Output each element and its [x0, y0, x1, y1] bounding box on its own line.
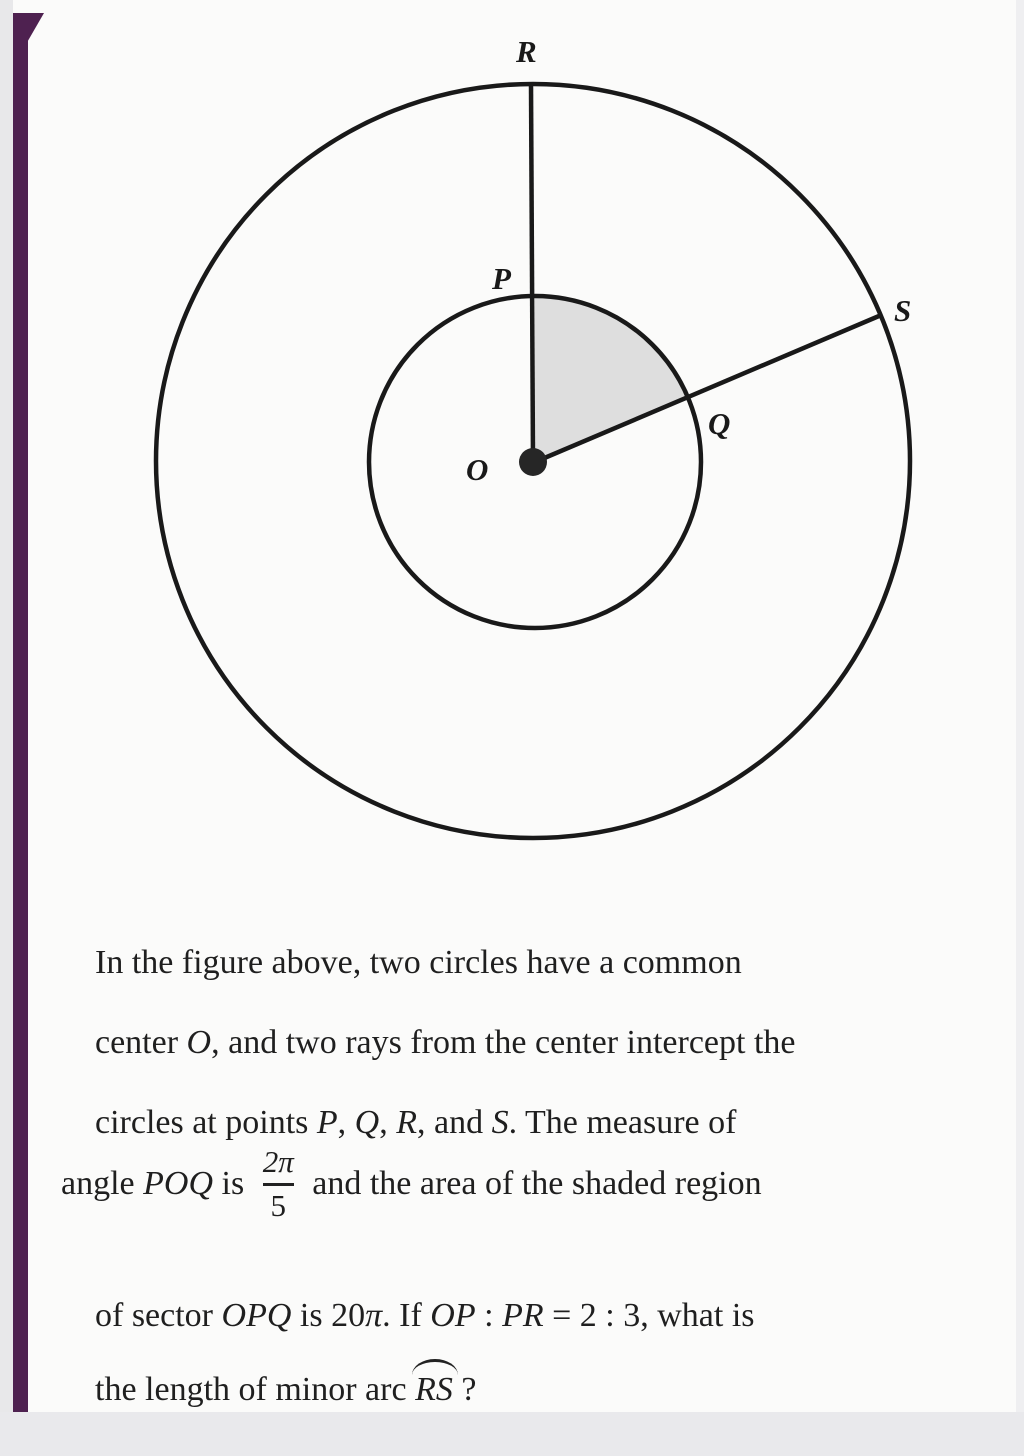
- math-var: POQ: [143, 1165, 214, 1202]
- text-run: is 20: [291, 1297, 366, 1334]
- label-s: S: [894, 293, 912, 328]
- text-run: angle: [61, 1165, 144, 1202]
- text-run: . The measure of: [508, 1104, 737, 1141]
- fraction-bar: [263, 1183, 294, 1186]
- label-o: O: [466, 452, 489, 487]
- arc-rs: RS: [415, 1368, 453, 1412]
- text-run: and the area of the shaded region: [303, 1165, 762, 1202]
- math-var: S: [491, 1104, 509, 1141]
- text-run: . If: [382, 1297, 431, 1334]
- label-q: Q: [708, 406, 731, 441]
- fraction-denominator: 5: [270, 1188, 286, 1223]
- math-var: Q: [354, 1104, 380, 1141]
- text-run: is: [213, 1165, 253, 1202]
- math-var: O: [186, 1024, 212, 1061]
- fraction-2pi-over-5: [263, 1144, 294, 1223]
- math-var: OP: [430, 1297, 476, 1334]
- text-run: of sector: [95, 1297, 222, 1334]
- text-run: , and two rays from the center intercept the: [211, 1024, 796, 1061]
- fraction-numerator: 2π: [262, 1144, 294, 1180]
- problem-line-6: [61, 1324, 476, 1456]
- label-r: R: [516, 34, 537, 69]
- text-run: ,: [337, 1104, 355, 1141]
- math-var: P: [316, 1104, 338, 1141]
- text-run: = 2 : 3, what is: [543, 1297, 755, 1334]
- math-var: PR: [502, 1297, 544, 1334]
- text-run: , and: [417, 1104, 492, 1141]
- shaded-sector-opq: [535, 296, 688, 462]
- math-var: π: [365, 1297, 383, 1334]
- math-var: OPQ: [221, 1297, 292, 1334]
- text-run: ,: [379, 1104, 397, 1141]
- text-run: circles at points: [95, 1104, 317, 1141]
- text-run: In the figure above, two circles have a common: [95, 944, 742, 981]
- ray-or: [531, 85, 533, 462]
- text-run: center: [95, 1024, 187, 1061]
- text-run: the length of minor arc: [95, 1371, 416, 1408]
- math-var: R: [396, 1104, 418, 1141]
- problem-line-4: [61, 1128, 762, 1240]
- text-run: :: [475, 1297, 503, 1334]
- center-dot: [519, 448, 547, 476]
- text-run: ?: [452, 1371, 477, 1408]
- label-p: P: [492, 261, 511, 296]
